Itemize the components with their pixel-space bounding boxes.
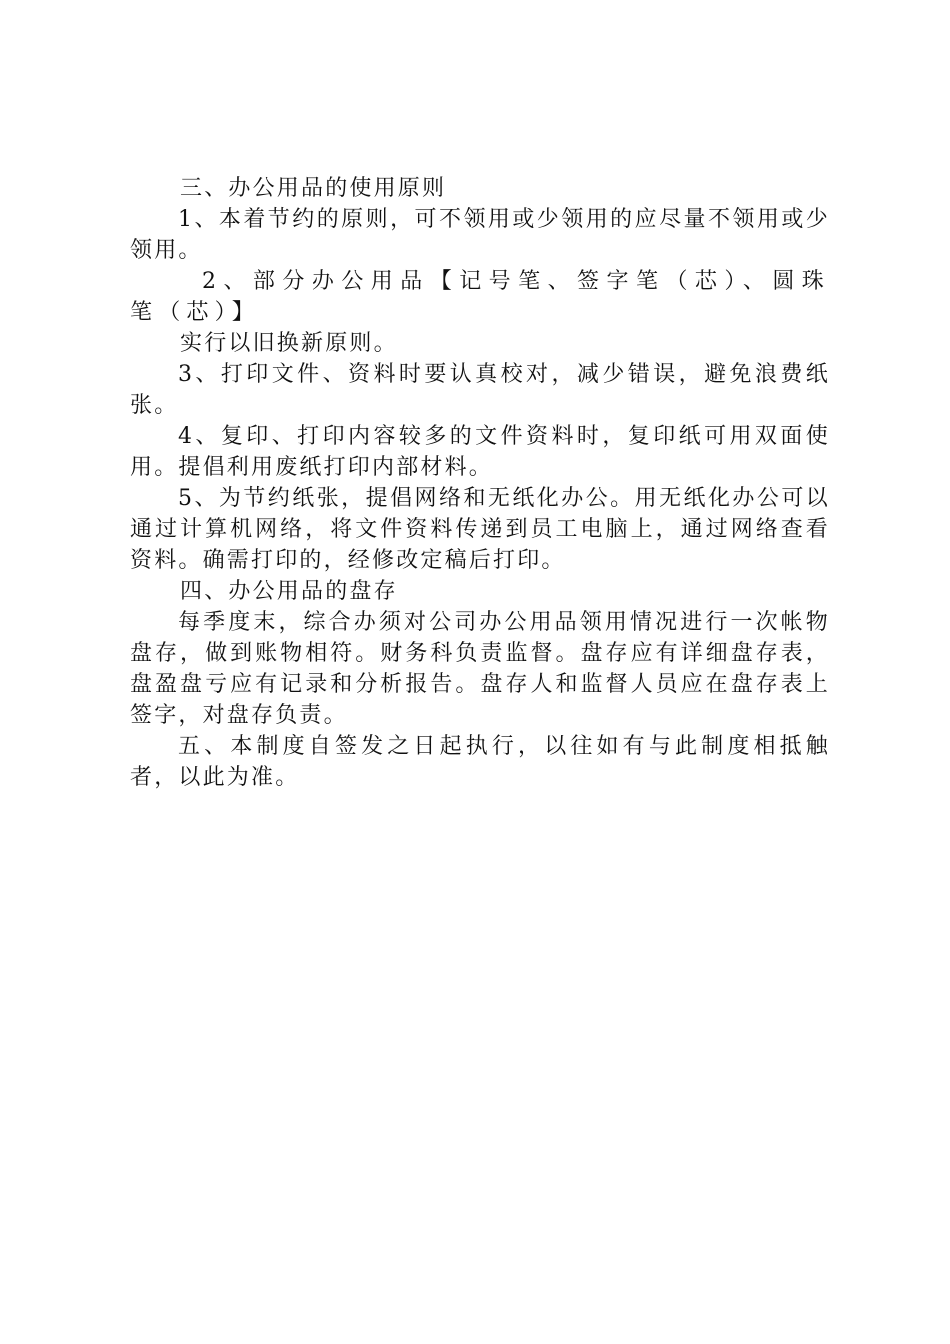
- paragraph-rule-4: 4、复印、打印内容较多的文件资料时，复印纸可用双面使用。提倡利用废纸打印内部材料。: [130, 424, 830, 480]
- paragraph-rule-3: 3、打印文件、资料时要认真校对，减少错误，避免浪费纸张。: [130, 362, 830, 418]
- paragraph-effective-date: 五、本制度自签发之日起执行，以往如有与此制度相抵触者，以此为准。: [130, 734, 830, 790]
- paragraph-rule-1: 1、本着节约的原则，可不领用或少领用的应尽量不领用或少领用。: [130, 207, 830, 263]
- paragraph-rule-2-continued: 实行以旧换新原则。: [180, 331, 398, 356]
- section-heading-usage-principles: 三、办公用品的使用原则: [180, 176, 447, 201]
- document-page: [130, 173, 830, 793]
- paragraph-rule-2: 2、部分办公用品【记号笔、签字笔（芯）、圆珠笔（芯）】: [130, 269, 830, 325]
- section-heading-inventory: 四、办公用品的盘存: [180, 579, 398, 604]
- paragraph-inventory: 每季度末，综合办须对公司办公用品领用情况进行一次帐物盘存，做到账物相符。财务科负责监督。盘存应有详细盘存表，盘盈盘亏应有记录和分析报告。盘存人和监督人员应在盘存表上签字，对盘存负责。: [130, 610, 830, 728]
- paragraph-rule-5: 5、为节约纸张，提倡网络和无纸化办公。用无纸化办公可以通过计算机网络，将文件资料传递到员工电脑上，通过网络查看资料。确需打印的，经修改定稿后打印。: [130, 486, 830, 573]
